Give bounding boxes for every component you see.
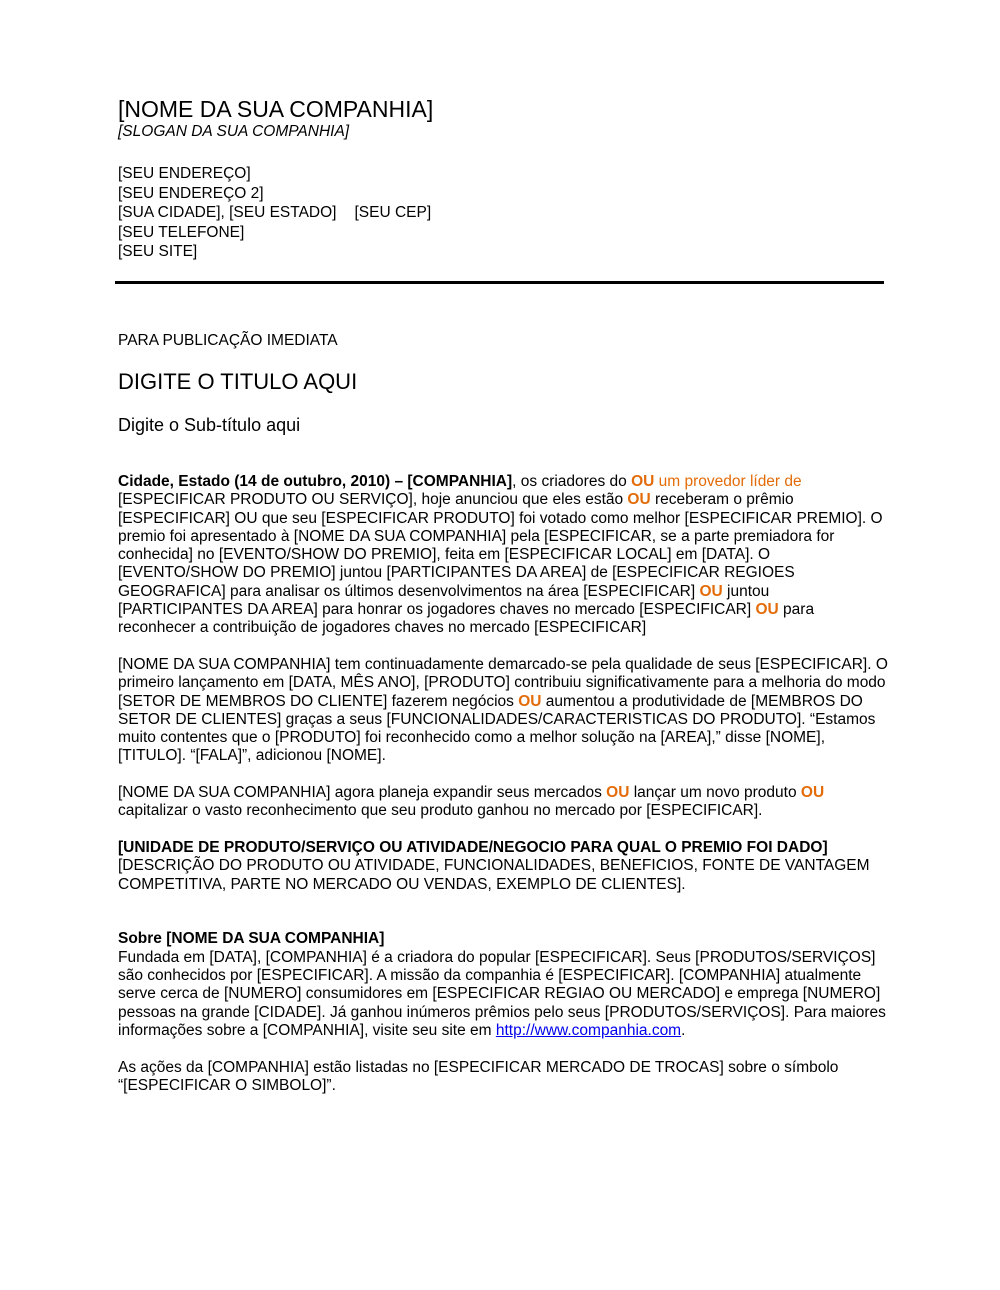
text-run: lançar um novo produto xyxy=(629,784,801,802)
city-state-zip-line xyxy=(118,203,431,223)
paragraph-company-quality xyxy=(118,656,888,766)
text-run: [NOME DA SUA COMPANHIA] agora planeja expandir seus mercados xyxy=(118,784,607,802)
or-marker: OU xyxy=(627,491,651,509)
or-marker: OU xyxy=(755,601,779,619)
press-release-subtitle: Digite o Sub-título aqui xyxy=(118,415,301,435)
zip-code: [SEU CEP] xyxy=(354,204,432,221)
press-release-title: DIGITE O TITULO AQUI xyxy=(118,369,358,394)
phone-line: [SEU TELEFONE] xyxy=(118,223,245,241)
product-unit-description: [DESCRIÇÃO DO PRODUTO OU ATIVIDADE, FUNCIONALIDADES, BENEFICIOS, FONTE DE VANTAGEM COMPETITIVA, PARTE NO MERCADO OU VENDAS, EXEMPLO DE CLIENTES]. xyxy=(118,857,870,893)
paragraph-announcement xyxy=(118,473,888,638)
company-name: [NOME DA SUA COMPANHIA] xyxy=(118,96,434,122)
or-marker: OU xyxy=(518,692,542,710)
paragraph-stock: As ações da [COMPANHIA] estão listadas no [ESPECIFICAR MERCADO DE TROCAS] sobre o símbolo “[ESPECIFICAR O SIMBOLO]”. xyxy=(118,1058,839,1094)
city-state: [SUA CIDADE], [SEU ESTADO] xyxy=(118,204,337,221)
paragraph-product-unit xyxy=(118,839,888,894)
address-line-2: [SEU ENDEREÇO 2] xyxy=(118,184,264,202)
product-unit-heading: [UNIDADE DE PRODUTO/SERVIÇO OU ATIVIDADE/NEGOCIO PARA QUAL O PREMIO FOI DADO] xyxy=(118,838,828,856)
text-run: [NOME DA SUA COMPANHIA] tem continuadamente demarcado-se pela qualidade de seus [ESPECIFICAR]. O primeiro lançamento em [DATA, MÊS ANO], [PRODUTO] contribuiu significativamente para a melhoria do modo [SETOR DE MEMBROS DO CLIENTE] fazerem negócios xyxy=(118,655,888,710)
or-marker: OU xyxy=(800,784,825,802)
release-label: PARA PUBLICAÇÃO IMEDIATA xyxy=(118,332,338,349)
about-text: Fundada em [DATA], [COMPANHIA] é a criadora do popular [ESPECIFICAR]. Seus [PRODUTOS/SERVIÇOS] são conhecidos por [ESPECIFICAR]. A missão da companhia é [ESPECIFICAR]. [COMPANHIA] atualmente serve cerca de [NUMERO] consumidores em [ESPECIFICAR REGIAO OU MERCADO] e emprega [NUMERO] pessoas na grande [CIDADE]. Já ganhou inúmeros prêmios pelo seus [PRODUTOS/SERVIÇOS]. Para maiores informações sobre a [COMPANHIA], visite seu site em xyxy=(118,948,886,1039)
text-run: capitalizar o vasto reconhecimento que seu produto ganhou no mercado por [ESPECIFICAR]. xyxy=(118,802,763,820)
text-run: receberam o prêmio [ESPECIFICAR] OU que seu [ESPECIFICAR PRODUTO] foi votado como melhor [ESPECIFICAR PREMIO]. O premio foi apresentado à [NOME DA SUA COMPANHIA] pela [ESPECIFICAR, se a parte premiadora for conhecida] no [EVENTO/SHOW DO PREMIO], feita em [ESPECIFICAR LOCAL] em [DATA]. O [EVENTO/SHOW DO PREMIO] juntou [PARTICIPANTES DA AREA] de [ESPECIFICAR REGIOES GEOGRAFICA] para analisar os últimos desenvolvimentos na área [ESPECIFICAR] xyxy=(118,491,883,600)
text-run: , os criadores do xyxy=(512,473,632,490)
text-run: para reconhecer a contribuição de jogadores chaves no mercado [ESPECIFICAR] xyxy=(118,601,815,637)
address-block xyxy=(118,164,431,262)
site-line: [SEU SITE] xyxy=(118,243,198,260)
dateline: Cidade, Estado (14 de outubro, 2010) – [COMPANHIA] xyxy=(118,473,513,490)
about-heading: Sobre [NOME DA SUA COMPANHIA] xyxy=(118,930,385,948)
text-run: . xyxy=(681,1021,686,1039)
press-release-body xyxy=(118,473,888,1095)
header-divider xyxy=(115,281,884,284)
company-website-link[interactable]: http://www.companhia.com xyxy=(495,1021,682,1039)
or-marker: OU xyxy=(606,784,630,802)
address-line-1: [SEU ENDEREÇO] xyxy=(118,165,251,182)
text-run-highlight: um provedor líder de xyxy=(654,473,802,490)
text-run: aumentou a produtividade de [MEMBROS DO SETOR DE CLIENTES] graças a seus [FUNCIONALIDADES/CARACTERISTICAS DO PRODUTO]. “Estamos muito contentes que o [PRODUTO] foi reconhecido como a melhor solução na [AREA],” disse [NOME], [TITULO]. “[FALA]”, adicionou [NOME]. xyxy=(118,692,876,765)
paragraph-about xyxy=(118,930,888,1040)
text-run: juntou [PARTICIPANTES DA AREA] para honrar os jogadores chaves no mercado [ESPECIFICAR] xyxy=(118,582,770,619)
paragraph-expansion xyxy=(118,784,888,821)
text-run: [ESPECIFICAR PRODUTO OU SERVIÇO], hoje anunciou que eles estão xyxy=(118,491,628,509)
company-slogan: [SLOGAN DA SUA COMPANHIA] xyxy=(118,123,350,140)
or-marker: OU xyxy=(699,582,723,600)
or-marker: OU xyxy=(631,473,655,490)
